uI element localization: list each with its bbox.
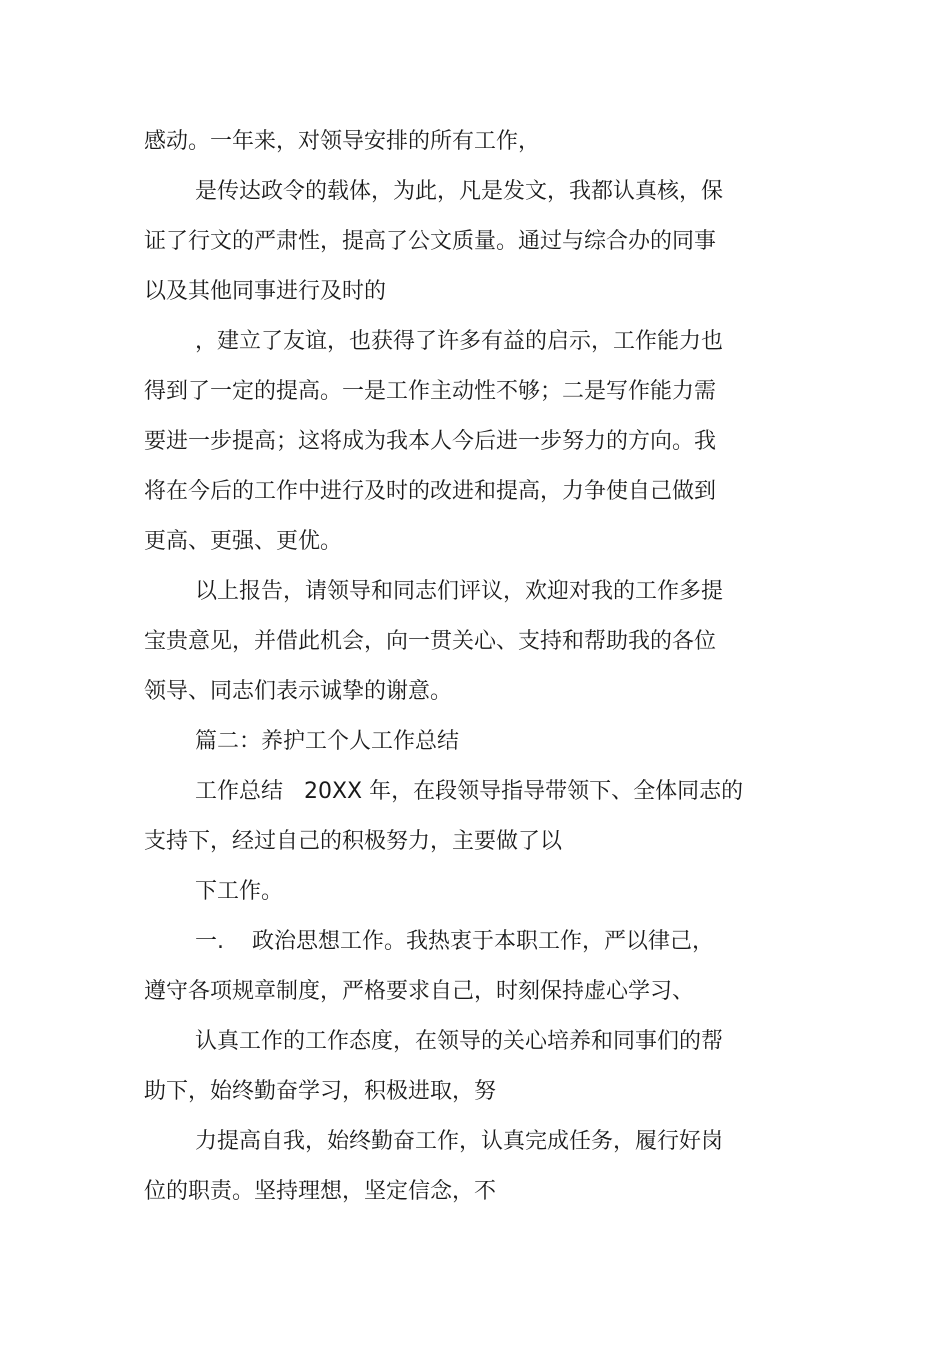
text-line: 领导、同志们表示诚挚的谢意。 — [144, 679, 453, 704]
text-line: 支持下，经过自己的积极努力，主要做了以 — [144, 829, 563, 854]
text-line: 是传达政令的载体，为此，凡是发文，我都认真核，保 — [195, 179, 724, 204]
text-line: ，建立了友谊，也获得了许多有益的启示，工作能力也 — [195, 329, 724, 354]
text-line: 证了行文的严肃性，提高了公文质量。通过与综合办的同事 — [144, 229, 717, 254]
text-line: 工作总结 20XX 年，在段领导指导带领下、全体同志的 — [195, 779, 744, 804]
text-line: 一. 政治思想工作。我热衷于本职工作，严以律己， — [195, 929, 714, 954]
text-line: 以及其他同事进行及时的 — [144, 279, 387, 304]
text-line: 认真工作的工作态度，在领导的关心培养和同事们的帮 — [195, 1029, 724, 1054]
text-line: 宝贵意见，并借此机会，向一贯关心、支持和帮助我的各位 — [144, 629, 717, 654]
text-line: 以上报告，请领导和同志们评议，欢迎对我的工作多提 — [195, 579, 724, 604]
text-line: 将在今后的工作中进行及时的改进和提高，力争使自己做到 — [144, 479, 717, 504]
text-line: 位的职责。坚持理想，坚定信念，不 — [144, 1179, 497, 1204]
text-line: 更高、更强、更优。 — [144, 529, 343, 554]
text-line: 感动。一年来，对领导安排的所有工作， — [144, 129, 541, 154]
text-line: 下工作。 — [195, 879, 284, 904]
document-body — [144, 117, 784, 1217]
text-line: 得到了一定的提高。一是工作主动性不够；二是写作能力需 — [144, 379, 717, 404]
text-line: 遵守各项规章制度，严格要求自己，时刻保持虚心学习、 — [144, 979, 695, 1004]
text-line: 力提高自我，始终勤奋工作，认真完成任务，履行好岗 — [195, 1129, 724, 1154]
text-line: 助下，始终勤奋学习，积极进取，努 — [144, 1079, 497, 1104]
text-line: 要进一步提高；这将成为我本人今后进一步努力的方向。我 — [144, 429, 717, 454]
text-line: 篇二：养护工个人工作总结 — [195, 729, 460, 754]
